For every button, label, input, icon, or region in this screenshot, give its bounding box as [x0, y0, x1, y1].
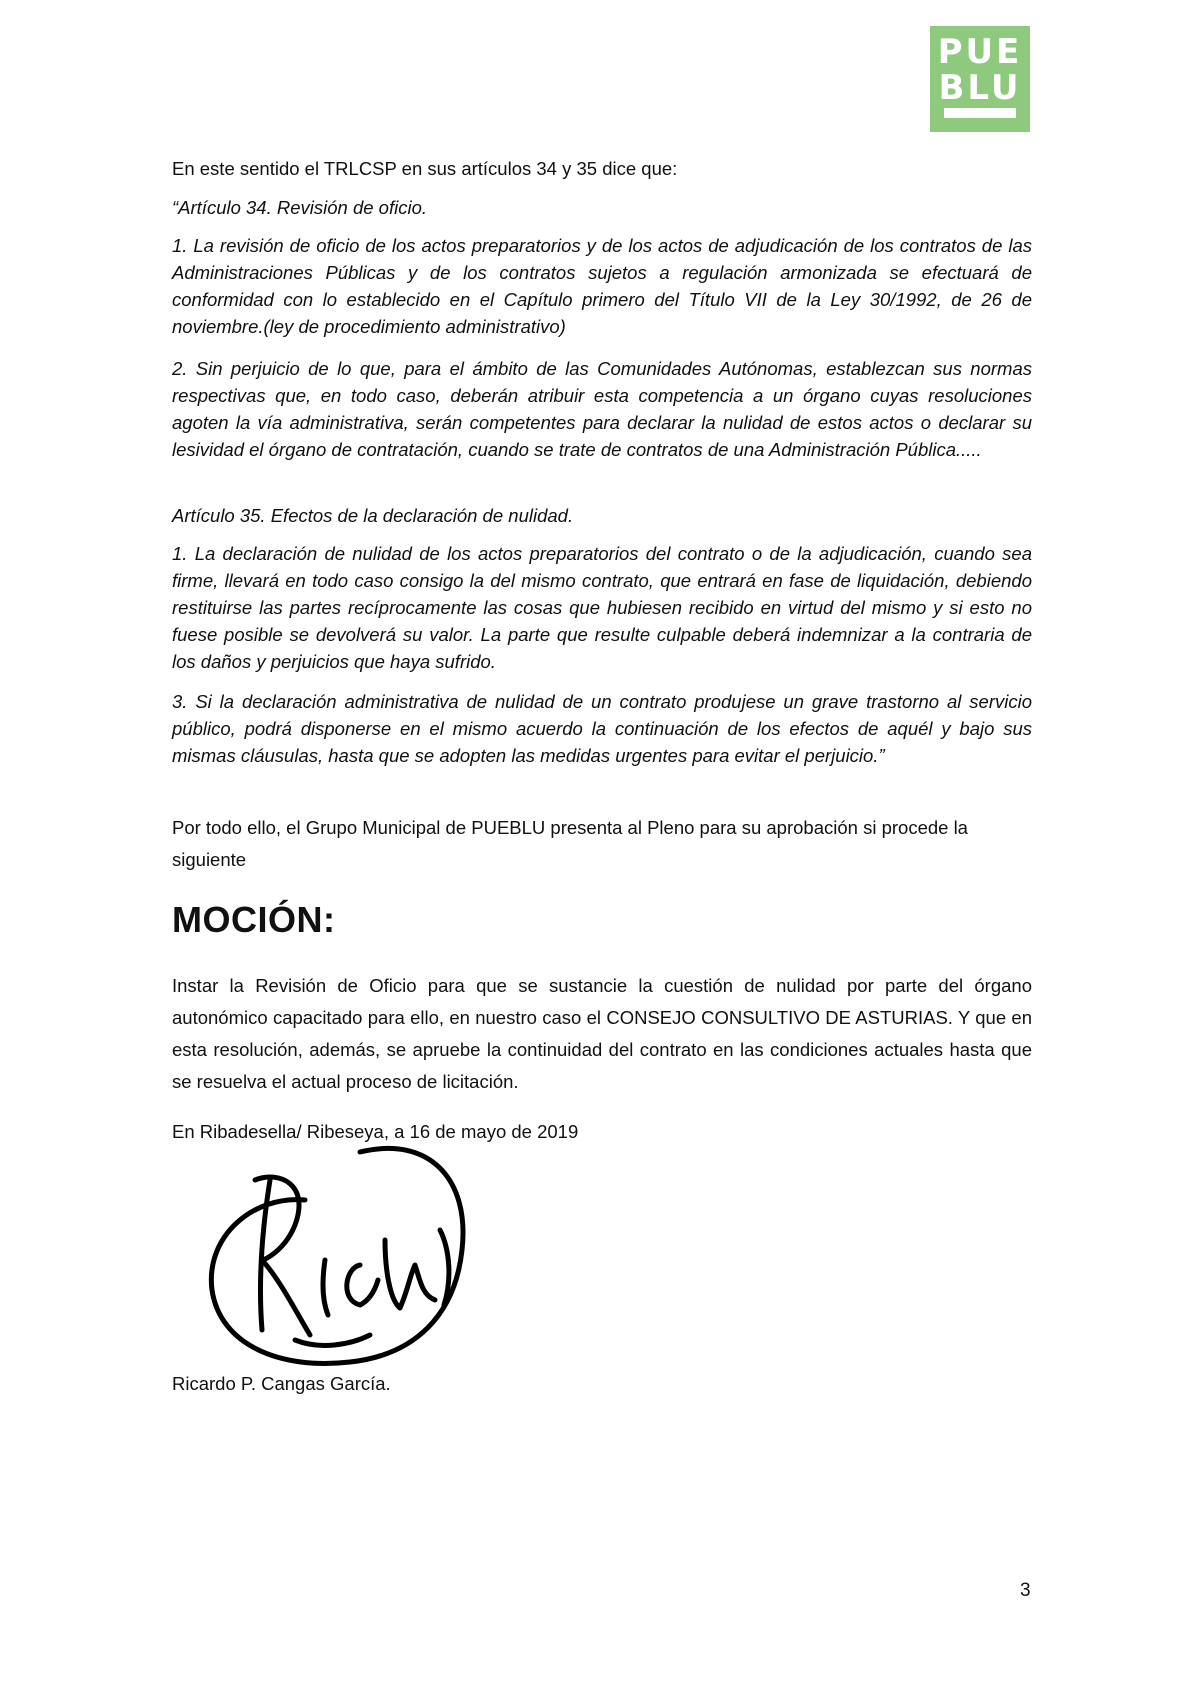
- logo-line-2: BLU: [938, 68, 1022, 108]
- motion-heading: MOCIÓN:: [172, 899, 336, 940]
- conclusion-paragraph: Por todo ello, el Grupo Municipal de PUEBLU presenta al Pleno para su aprobación si procede la siguiente: [172, 817, 968, 870]
- signatory-name: Ricardo P. Cangas García.: [172, 1373, 391, 1394]
- place-date: En Ribadesella/ Ribeseya, a 16 de mayo de 2019: [172, 1121, 579, 1142]
- intro-paragraph: En este sentido el TRLCSP en sus artículos 34 y 35 dice que:: [172, 158, 678, 179]
- article-34-item-1: 1. La revisión de oficio de los actos preparatorios y de los actos de adjudicación de los contratos de las Administraciones Públicas y de los contratos sujetos a regulación armonizada se efectuará de conformidad con lo establecido en el Capítulo primero del Título VII de la Ley 30/1992, de 26 de noviembre.(ley de procedimiento administrativo): [172, 235, 1032, 337]
- logo-bar: [944, 108, 1016, 118]
- logo-line-1: PUE: [937, 32, 1023, 72]
- page-number: 3: [1020, 1580, 1031, 1601]
- motion-text: Instar la Revisión de Oficio para que se sustancie la cuestión de nulidad por parte del órgano autonómico capacitado para ello, en nuestro caso el CONSEJO CONSULTIVO DE ASTURIAS. Y que en esta resolución, además, se apruebe la continuidad del contrato en las condiciones actuales hasta que se resuelva el actual proceso de licitación.: [172, 975, 1032, 1092]
- article-34-title: “Artículo 34. Revisión de oficio.: [172, 197, 428, 218]
- article-35-item-3: 3. Si la declaración administrativa de nulidad de un contrato produjese un grave trastorno al servicio público, podrá disponerse en el mismo acuerdo la continuación de los efectos de aquél y bajo sus mismas cláusulas, hasta que se adopten las medidas urgentes para evitar el perjuicio.”: [172, 691, 1032, 766]
- article-35-item-1: 1. La declaración de nulidad de los actos preparatorios del contrato o de la adjudicación, cuando sea firme, llevará en todo caso consigo la del mismo contrato, que entrará en fase de liquidación, debiendo restituirse las partes recíprocamente las cosas que hubiesen recibido en virtud del mismo y si esto no fuese posible se devolverá su valor. La parte que resulte culpable deberá indemnizar a la contraria de los daños y perjuicios que haya sufrido.: [172, 543, 1032, 672]
- article-35-title: Artículo 35. Efectos de la declaración de nulidad.: [172, 505, 574, 526]
- article-34-item-2: 2. Sin perjuicio de lo que, para el ámbito de las Comunidades Autónomas, establezcan sus normas respectivas que, en todo caso, deberán atribuir esta competencia a un órgano cuyas resoluciones agoten la vía administrativa, serán competentes para declarar la nulidad de estos actos o declarar su lesividad el órgano de contratación, cuando se trate de contratos de una Administración Pública.....: [172, 358, 1032, 460]
- handwritten-signature: [200, 1140, 490, 1380]
- pueblu-logo: [930, 26, 1030, 132]
